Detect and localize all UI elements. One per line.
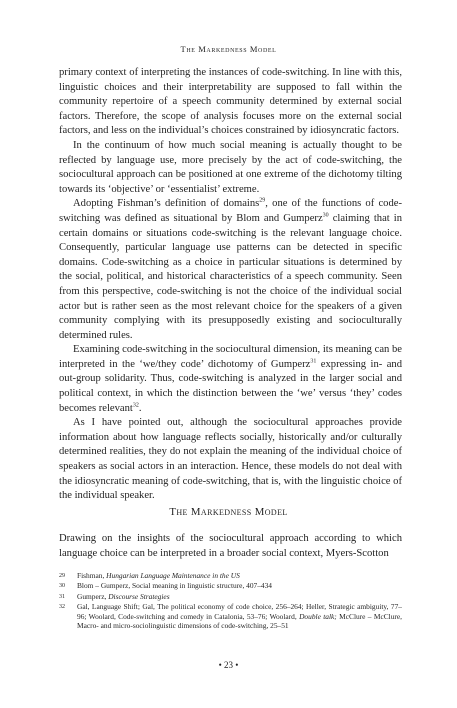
footnote-ref-31[interactable]: 31: [310, 358, 317, 365]
footnote-ref-29[interactable]: 29: [259, 197, 266, 204]
main-text: [59, 66, 402, 504]
footnote-text: [77, 602, 402, 630]
footnote-number: 32: [59, 604, 65, 611]
footnote-text: [77, 581, 402, 591]
paragraph-3-text-a: Adopting Fishman’s definition of domains: [73, 198, 260, 210]
section-paragraph: Drawing on the insights of the sociocultural approach according to which language choice can be interpreted in a broader social context, Myers-Scotton: [59, 533, 402, 559]
footnote-text-pre: Fishman,: [77, 571, 107, 580]
footnote-text-post: McClure – McClure, Macro- and micro-sociolinguistic dimensions of code-switching, 25–51: [77, 611, 402, 631]
page-number: • 23 •: [218, 660, 239, 670]
footnote-text-pre: Blom – Gumperz, Social meaning in linguistic structure, 407–434: [77, 581, 273, 591]
paragraph-3-text-b: , one of the functions of code-switching was defined as situational by Blom and Gumperz: [59, 198, 402, 224]
running-head: The Markedness Model: [180, 44, 277, 54]
paragraph-1: primary context of interpreting the instances of code-switching. In line with this, linguistic choices and their interpretability are supposed to fall within the community repertoire of a speech community determined by external social factors. Therefore, the scope of analysis focuses more on the external social factors, and less on the individual’s choices constrained by idiosyncratic factors.: [59, 67, 402, 137]
footnote-number: 30: [59, 583, 65, 590]
paragraph-4-text-b: expressing in- and out-group solidarity. Thus, code-switching is analyzed in the larger social and political context, in which the distinction between the ‘we’ versus ‘they’ codes becomes relevant: [59, 358, 402, 414]
footnote-text-pre: Gumperz,: [77, 591, 109, 601]
paragraph-2: In the continuum of how much social meaning is actually thought to be reflected by language use, more precisely by the act of code-switching, the sociocultural approach can be positioned at one extreme of the dichotomy tilting towards its ‘objective’ or ‘essentialist’ extreme.: [59, 139, 402, 195]
footnote-ref-32[interactable]: 32: [132, 402, 139, 409]
paragraph-4-text-c: .: [138, 402, 142, 414]
footnotes: [59, 571, 402, 630]
footnote-30: [59, 581, 402, 591]
footnote-29: [59, 571, 402, 581]
paragraph-4-text-a: Examining code-switching in the sociocultural dimension, its meaning can be interpreted in the ‘we/they code’ dichotomy of Gumperz: [59, 344, 402, 370]
section-title: The Markedness Model: [169, 506, 288, 518]
footnote-text: [77, 571, 402, 581]
paragraph-3-text-c: claiming that in certain domains or situations code-switching is the relevant language choice. Consequently, particular language use patterns can be detected in specific domains. Code-switching as a choice in particular situations is determined by the social, political, and historical characteristics of a speech community. Seen from this perspective, code-switching is not the choice of the individual social actor but is rather seen as the most relevant choice for the speakers of a given community complying with its presupposedly existing and socioculturally determined rules.: [59, 212, 403, 341]
paragraph-3: [59, 197, 402, 343]
footnote-number: 31: [59, 593, 65, 600]
paragraph-4: [59, 343, 402, 416]
footnote-ref-30[interactable]: 30: [322, 212, 329, 219]
footnote-text: [77, 592, 402, 602]
footnote-number: 29: [59, 573, 65, 579]
paragraph-5: As I have pointed out, although the sociocultural approaches provide information about how language reflects socially, historically and/or culturally determined realities, they do not explain the meaning of the individual choice of speakers as social actors in an interaction. Hence, these models do not deal with the idiosyncratic meaning of code-switching, that is, with the linguistic choice of the individual speaker.: [59, 417, 402, 502]
footnote-text-pre: Gal, Language Shift; Gal, The political economy of code choice, 256–264; Heller, Strategic ambiguity, 77–96; Woolard, Code-switching and comedy in Catalonia, 53–76; Woolard,: [77, 602, 402, 621]
footnote-title-italic: Hungarian Language Maintenance in the US: [106, 571, 240, 580]
footnote-title-italic: Double talk;: [299, 611, 337, 621]
section-text: [59, 532, 402, 561]
footnote-31: [59, 592, 402, 602]
footnote-32: [59, 602, 402, 630]
footnote-title-italic: Discourse Strategies: [108, 591, 170, 601]
